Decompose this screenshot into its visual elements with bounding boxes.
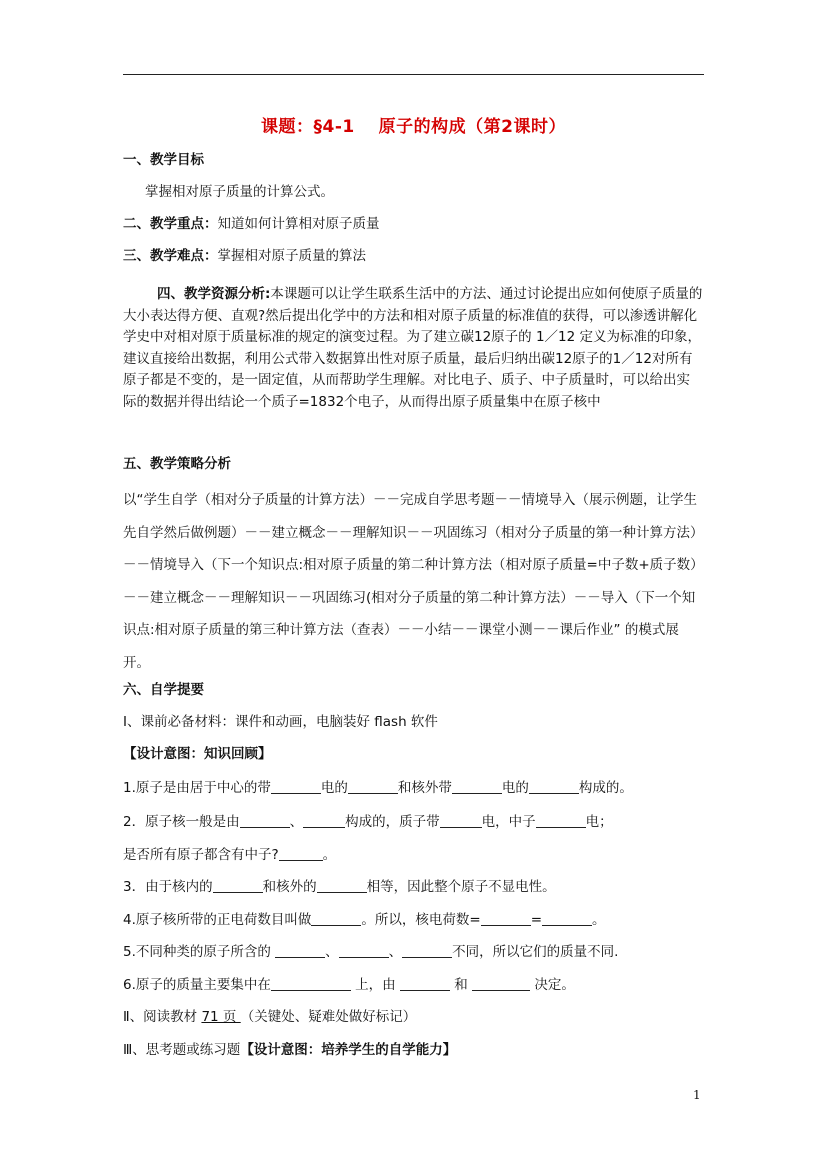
section-heading-strategy: 五、教学策略分析 [123,456,231,472]
page-number: 1 [693,1088,701,1102]
exercise-item [123,1040,456,1060]
answer-blank[interactable] [317,878,367,893]
q3-text-a: 3．由于核内的 [123,879,213,895]
reading-text-b: （关键处、疑难处做好标记） [240,1009,417,1025]
answer-blank[interactable] [240,813,290,828]
answer-blank[interactable] [348,779,398,794]
answer-blank[interactable] [271,976,351,991]
q2b-text-b: 。 [322,847,337,863]
section-heading-objectives: 一、教学目标 [123,152,204,168]
q3-text-c: 相等，因此整个原子不显电性。 [366,879,556,895]
answer-blank[interactable] [275,943,325,958]
q1-text-e: 构成的。 [578,780,633,796]
reading-page-ref: 71 页 [201,1009,241,1025]
q2-text-b: 、 [289,814,304,830]
question-6 [123,975,575,995]
answer-blank[interactable] [481,911,531,926]
answer-blank[interactable] [400,976,450,991]
q6-text-c: 和 [449,977,473,993]
answer-blank[interactable] [536,813,586,828]
reading-item [123,1007,416,1027]
q6-text-d: 决定。 [530,977,575,993]
answer-blank[interactable] [402,943,452,958]
q1-text-c: 和核外带 [397,780,452,796]
resource-analysis-paragraph [123,284,703,413]
exercise-text: Ⅲ、思考题或练习题 [123,1042,241,1058]
key-points-line [123,214,380,234]
header-rule [123,74,704,75]
q2-text-d: 电，中子 [481,814,536,830]
answer-blank[interactable] [542,911,592,926]
q4-text-d: 。 [592,912,606,928]
q2-text-c: 构成的，质子带 [345,814,440,830]
q2b-text-a: 是否所有原子都含有中子? [123,847,279,863]
section-heading-difficulties: 三、教学难点： [123,248,218,264]
answer-blank[interactable] [452,779,502,794]
q4-text-b: 。所以，核电荷数= [361,912,481,928]
q2-text-e: 电； [585,814,613,830]
design-intent-self-study: 【设计意图：培养学生的自学能力】 [240,1042,457,1058]
page-title: 课题：§4-1 原子的构成（第2课时） [261,117,566,137]
q4-text-a: 4.原子核所带的正电荷数目叫做 [123,912,312,928]
answer-blank[interactable] [339,943,389,958]
reading-text-a: Ⅱ、阅读教材 [123,1009,202,1025]
q5-text-d: 不同，所以它们的质量不同. [452,944,619,960]
q3-text-b: 和核外的 [262,879,317,895]
q6-text-a: 6.原子的质量主要集中在 [123,977,271,993]
q6-text-b: 上，由 [350,977,400,993]
strategy-paragraph: 以“学生自学（相对分子质量的计算方法）－－完成自学思考题－－情境导入（展示例题，让学生先自学然后做例题）－－建立概念－－理解知识－－巩固练习（相对分子质量的第一种计算方法）－－情境导入（下一个知识点:相对原子质量的第二种计算方法（相对原子质量=中子数+质子数）－－建立概念－－理解知识－－巩固练习(相对分子质量的第二种计算方法）－－导入（下一个知识点:相对原子质量的第三种计算方法（查表）－－小结－－课堂小测－－课后作业” 的模式展开。 [123,492,697,671]
objectives-text: 掌握相对原子质量的计算公式。 [145,184,334,200]
materials-item: Ⅰ、课前必备材料：课件和动画，电脑装好 flash 软件 [123,714,438,730]
q2-text-a: 2．原子核一般是由 [123,814,240,830]
q1-text-d: 电的 [501,780,529,796]
key-points-text: 知道如何计算相对原子质量 [217,216,380,232]
difficulties-line [123,246,366,266]
question-5 [123,942,618,962]
q5-text-a: 5.不同种类的原子所含的 [123,944,276,960]
answer-blank[interactable] [213,878,263,893]
section-heading-self-study: 六、自学提要 [123,682,204,698]
answer-blank[interactable] [472,976,530,991]
answer-blank[interactable] [311,911,361,926]
q5-text-b: 、 [325,944,339,960]
question-2-continued [123,845,336,865]
answer-blank[interactable] [279,846,323,861]
q5-text-c: 、 [388,944,403,960]
question-4 [123,910,606,930]
q4-text-c: = [530,912,543,928]
answer-blank[interactable] [271,779,321,794]
design-intent-review: 【设计意图：知识回顾】 [123,746,272,762]
resource-analysis-text: 本课题可以让学生联系生活中的方法、通过讨论提出应如何使原子质量的大小表达得方便、直观?然后提出化学中的方法和相对原子质量的标准值的获得，可以渗透讲解化学史中对相对原于质量标准的规定的演变过程。为了建立碳12原子的 1／12 定义为标准的印象，建议直接给出数据，利用公式带入数据算出性对原子质量，最后归纳出碳12原子的1／12对所有原子都是不变的，是一固定值，从而帮助学生理解。对比电子、质子、中子质量时，可以给出实际的数据并得出结论一个质子=1832个电子，从而得出原子质量集中在原子核中 [123,286,703,410]
question-1 [123,778,633,798]
question-2 [123,812,613,832]
section-heading-resources: 四、教学资源分析: [157,286,271,302]
question-3 [123,877,556,897]
answer-blank[interactable] [303,813,345,828]
q1-text-b: 电的 [320,780,348,796]
q1-text-a: 1.原子是由居于中心的带 [123,780,271,796]
section-heading-key-points: 二、教学重点： [123,216,218,232]
difficulties-text: 掌握相对原子质量的算法 [217,248,366,264]
answer-blank[interactable] [529,779,579,794]
answer-blank[interactable] [440,813,482,828]
